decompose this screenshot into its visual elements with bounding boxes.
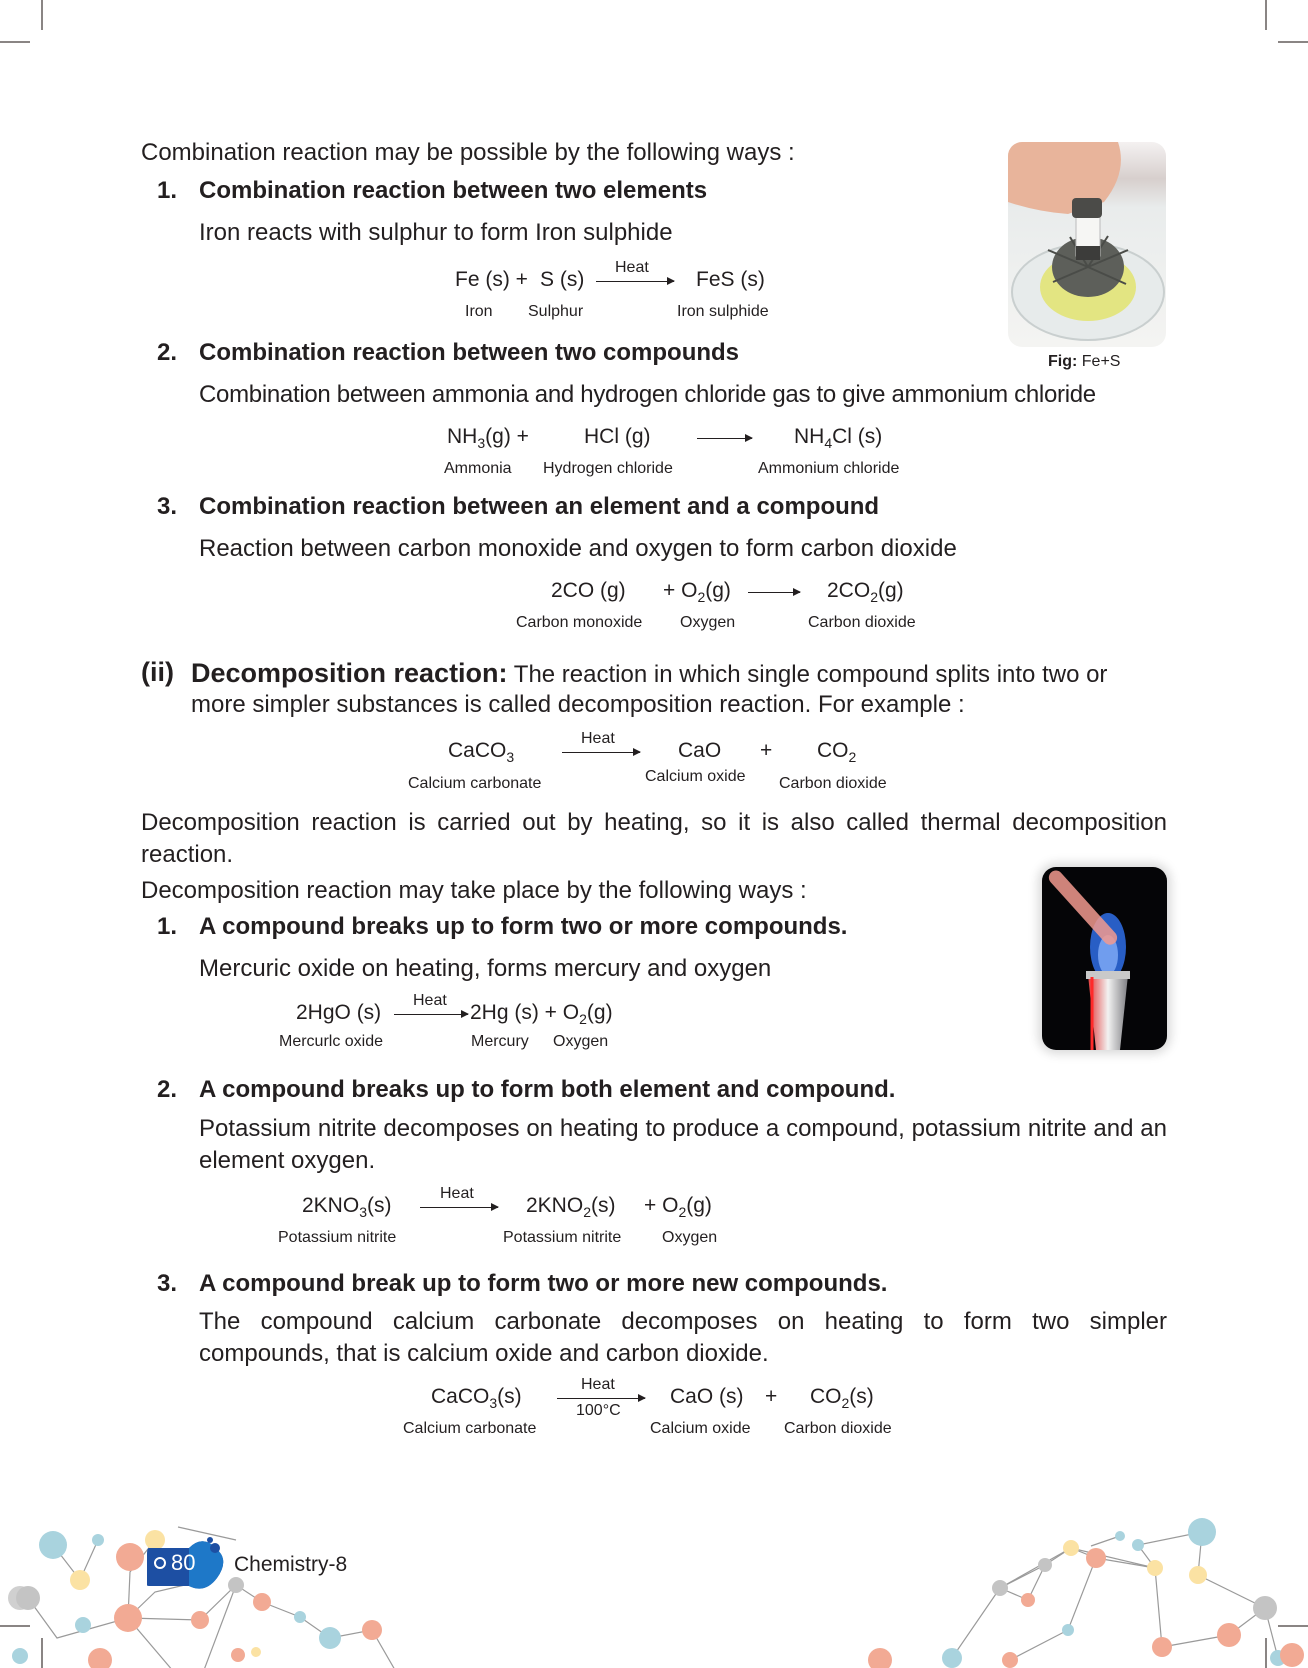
- decomposition-ways-intro: Decomposition reaction may take place by the following ways :: [141, 877, 807, 904]
- eq-product-2kno2: $2KNO_2(s)$: [526, 1194, 616, 1220]
- eq-label-carbon-dioxide: Carbon dioxide: [808, 614, 916, 631]
- eq-condition-heat: Heat: [615, 259, 649, 276]
- eq-reactant-caco3: CaCO$_3$: [448, 739, 515, 765]
- fe-s-figure-caption: Fig: Fe+S: [1048, 353, 1121, 370]
- decomposition-item-3-description: The compound calcium carbonate decomposes on heating to form two simpler compounds, that is calcium oxide and carbon dioxide.: [199, 1308, 1167, 1367]
- page-number: 80: [171, 1550, 196, 1575]
- eq-product-cao: CaO: [678, 739, 722, 762]
- decomposition-marker: (ii): [141, 657, 174, 687]
- eq-label-sulphur: Sulphur: [528, 303, 584, 320]
- decomposition-item-3-heading: A compound break up to form two or more new compounds.: [199, 1270, 888, 1297]
- eq-product-cao: CaO (s): [670, 1385, 744, 1408]
- eq-condition-temperature: 100°C: [576, 1402, 621, 1419]
- reaction-arrow-icon: [562, 752, 640, 753]
- eq-condition-heat: Heat: [581, 1376, 615, 1393]
- decomposition-item-1-heading: A compound breaks up to form two or more compounds.: [199, 913, 848, 940]
- eq-product-nh4cl: $NH_4Cl$ (s): [794, 425, 883, 451]
- eq-reactant-2kno3: $2KNO_3(s)$: [302, 1194, 392, 1220]
- decomposition-definition-line2: more simpler substances is called decomposition reaction. For example :: [191, 691, 965, 718]
- eq-label-potassium-nitrite-reactant: Potassium nitrite: [278, 1229, 397, 1246]
- eq-reactant-fe: Fe (s) +: [455, 268, 528, 291]
- eq-label-oxygen: Oxygen: [553, 1033, 609, 1050]
- eq-product-fes: FeS (s): [696, 268, 765, 291]
- combination-intro: Combination reaction may be possible by the following ways :: [141, 139, 795, 166]
- combination-item-3-number: 3.: [157, 493, 178, 520]
- flame-test-illustration-icon: [1042, 867, 1167, 1050]
- thermal-decomposition-note: Decomposition reaction is carried out by heating, so it is also called thermal decomposition reaction.: [141, 809, 1167, 868]
- eq-reactant-2hgo: 2HgO (s): [296, 1001, 382, 1024]
- eq-label-oxygen: Oxygen: [662, 1229, 718, 1246]
- reaction-arrow-icon: [596, 281, 674, 282]
- book-title: Chemistry-8: [234, 1553, 348, 1576]
- eq-plus: +: [765, 1385, 778, 1408]
- page-number-badge: [147, 1536, 227, 1592]
- eq-label-oxygen: Oxygen: [680, 614, 736, 631]
- eq-condition-heat: Heat: [581, 730, 615, 747]
- reaction-arrow-icon: [420, 1207, 498, 1208]
- eq-label-ammonia: Ammonia: [444, 460, 512, 477]
- eq-reactant-o2: + $O_2(g)$: [663, 579, 731, 605]
- decomposition-item-2-number: 2.: [157, 1076, 178, 1103]
- eq-product-o2: + $O_2(g)$: [644, 1194, 712, 1220]
- combination-item-3-heading: Combination reaction between an element and a compound: [199, 493, 880, 520]
- decomposition-title: Decomposition reaction:: [191, 658, 508, 688]
- eq-products-2hg-o2: 2Hg $(s) + O_2(g)$: [470, 1001, 613, 1027]
- eq-label-iron-sulphide: Iron sulphide: [677, 303, 769, 320]
- eq-reactant-hcl: HCl (g): [584, 425, 651, 448]
- eq-condition-heat: Heat: [440, 1185, 474, 1202]
- eq-label-mercuric-oxide: Mercurlc oxide: [279, 1033, 384, 1050]
- reaction-arrow-icon: [557, 1398, 645, 1399]
- combination-item-2-number: 2.: [157, 339, 178, 366]
- eq-product-co2: $CO_2(s)$: [810, 1385, 874, 1411]
- eq-label-carbon-dioxide: Carbon dioxide: [784, 1420, 892, 1437]
- decomposition-item-3-number: 3.: [157, 1270, 178, 1297]
- combination-item-1-number: 1.: [157, 177, 178, 204]
- eq-label-hydrogen-chloride: Hydrogen chloride: [543, 460, 673, 477]
- eq-reactant-nh3: $NH_3(g)$ +: [447, 425, 529, 451]
- fe-s-magnet-photo: [1008, 142, 1166, 347]
- reaction-arrow-icon: [394, 1014, 468, 1015]
- eq-reactant-caco3: CaCO$_3$(s): [431, 1385, 522, 1411]
- eq-label-potassium-nitrite-product: Potassium nitrite: [503, 1229, 622, 1246]
- eq-label-ammonium-chloride: Ammonium chloride: [758, 460, 900, 477]
- bunsen-burner-photo: [1042, 867, 1167, 1050]
- combination-item-3-description: Reaction between carbon monoxide and oxygen to form carbon dioxide: [199, 535, 957, 562]
- reaction-arrow-icon: [697, 438, 752, 439]
- decomposition-item-2-description: Potassium nitrite decomposes on heating to produce a compound, potassium nitrite and an element oxygen.: [199, 1115, 1167, 1174]
- eq-product-2co2: $2CO_2(g)$: [827, 579, 904, 605]
- reaction-arrow-icon: [748, 592, 800, 593]
- eq-plus: +: [760, 739, 773, 762]
- eq-label-mercury: Mercury: [471, 1033, 529, 1050]
- eq-label-calcium-oxide: Calcium oxide: [645, 768, 746, 785]
- decomposition-definition: Decomposition reaction: The reaction in which single compound splits into two or: [191, 658, 1108, 688]
- eq-label-carbon-dioxide: Carbon dioxide: [779, 775, 887, 792]
- eq-label-calcium-carbonate: Calcium carbonate: [403, 1420, 537, 1437]
- combination-item-2-heading: Combination reaction between two compounds: [199, 339, 740, 366]
- eq-label-calcium-carbonate: Calcium carbonate: [408, 775, 542, 792]
- decomposition-item-1-number: 1.: [157, 913, 178, 940]
- eq-label-calcium-oxide: Calcium oxide: [650, 1420, 751, 1437]
- crop-mark-top-right-h: [1278, 41, 1308, 43]
- decomposition-item-1-description: Mercuric oxide on heating, forms mercury and oxygen: [199, 955, 772, 982]
- combination-item-1-description: Iron reacts with sulphur to form Iron sulphide: [199, 219, 673, 246]
- eq-reactant-2co: 2CO (g): [551, 579, 626, 602]
- eq-label-iron: Iron: [465, 303, 493, 320]
- combination-item-2-description: Combination between ammonia and hydrogen chloride gas to give ammonium chloride: [199, 381, 1096, 408]
- eq-condition-heat: Heat: [413, 992, 447, 1009]
- crop-mark-top-right-v: [1265, 0, 1267, 30]
- eq-product-co2: $CO_2$: [817, 739, 857, 765]
- eq-label-carbon-monoxide: Carbon monoxide: [516, 614, 643, 631]
- crop-mark-top-left-v: [41, 0, 43, 30]
- combination-item-1-heading: Combination reaction between two elements: [199, 177, 708, 204]
- decomposition-item-2-heading: A compound breaks up to form both element and compound.: [199, 1076, 896, 1103]
- eq-reactant-s: S (s): [540, 268, 585, 291]
- fe-s-illustration-icon: [1008, 142, 1166, 347]
- crop-mark-top-left-h: [0, 41, 30, 43]
